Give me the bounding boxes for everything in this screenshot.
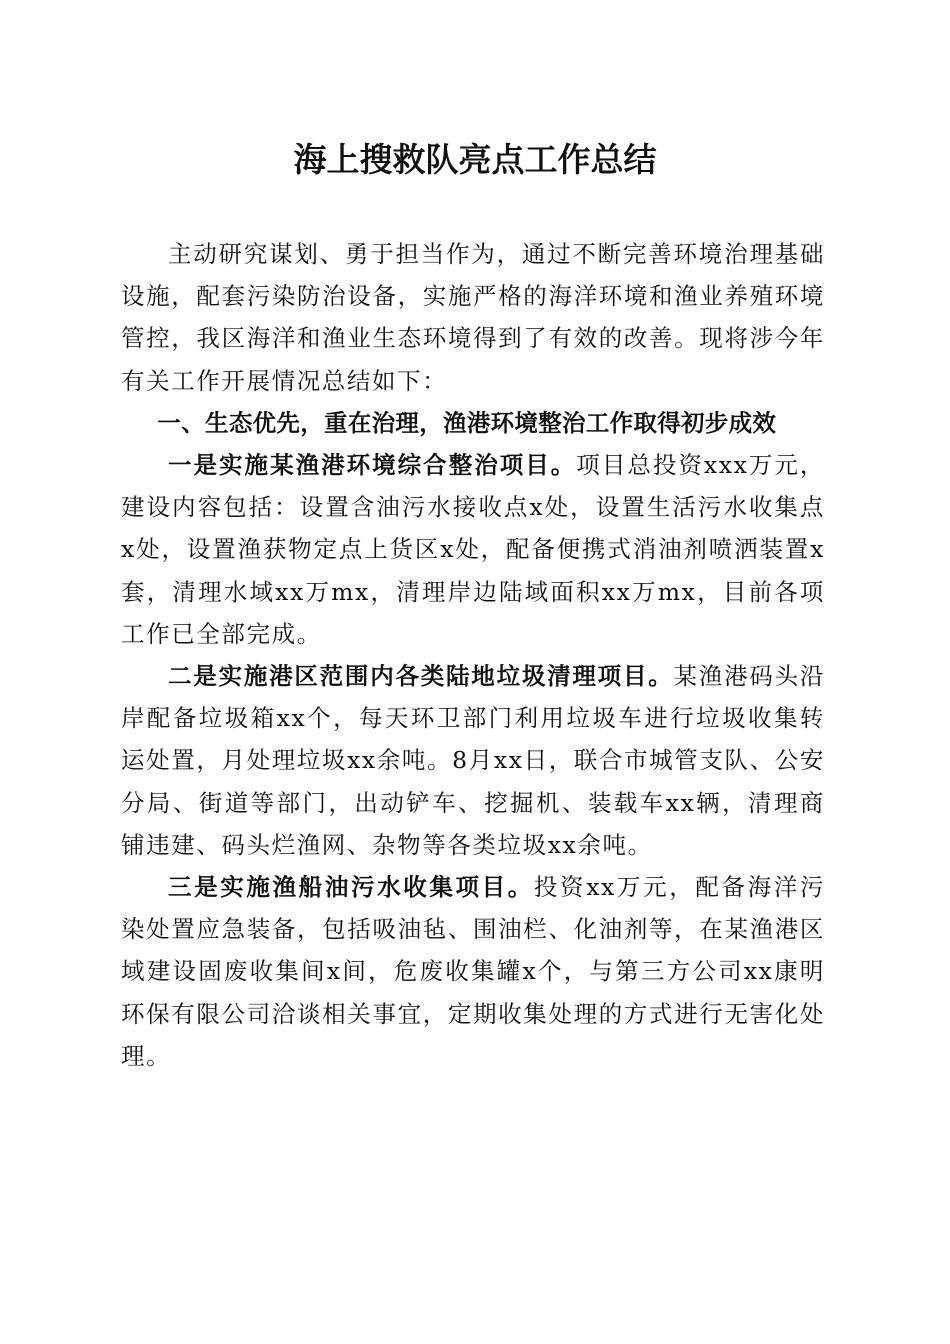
item-text-3: 投资xx万元，配备海洋污染处置应急装备，包括吸油毡、围油栏、化油剂等，在某渔港区域建设固废收集间x间，危废收集罐x个，与第三方公司xx康明环保有限公司洽谈相关事宜，定期收集处理的方式进行无害化处理。 [121, 873, 825, 1070]
item-lead-1: 一是实施某渔港环境综合整治项目。 [168, 451, 577, 480]
section-heading: 一、生态优先，重在治理，渔港环境整治工作取得初步成效 [157, 408, 777, 437]
intro-paragraph: 主动研究谋划、勇于担当作为，通过不断完善环境治理基础设施，配套污染防治设备，实施严格的海洋环境和渔业养殖环境管控，我区海洋和渔业生态环境得到了有效的改善。现将涉今年有关工作开展情况总结如下： [121, 240, 825, 395]
document-title: 海上搜救队亮点工作总结 [293, 140, 657, 179]
item-text-1: 项目总投资xxx万元，建设内容包括：设置含油污水接收点x处，设置生活污水收集点x处，设置渔获物定点上货区x处，配备便携式消油剂喷洒装置x套，清理水域xx万mx，清理岸边陆域面积xx万mx，目前各项工作已全部完成。 [121, 451, 825, 648]
item-lead-2: 二是实施港区范围内各类陆地垃圾清理项目。 [168, 662, 674, 691]
item-paragraph-2 [121, 655, 825, 866]
item-text-2: 某渔港码头沿岸配备垃圾箱xx个，每天环卫部门利用垃圾车进行垃圾收集转运处置，月处理垃圾xx余吨。8月xx日，联合市城管支队、公安分局、街道等部门，出动铲车、挖掘机、装载车xx辆，清理商铺违建、码头烂渔网、杂物等各类垃圾xx余吨。 [121, 662, 825, 859]
item-paragraph-3 [121, 866, 825, 1077]
document-body [121, 233, 825, 1077]
item-lead-3: 三是实施渔船油污水收集项目。 [168, 873, 534, 902]
item-paragraph-1 [121, 444, 825, 655]
